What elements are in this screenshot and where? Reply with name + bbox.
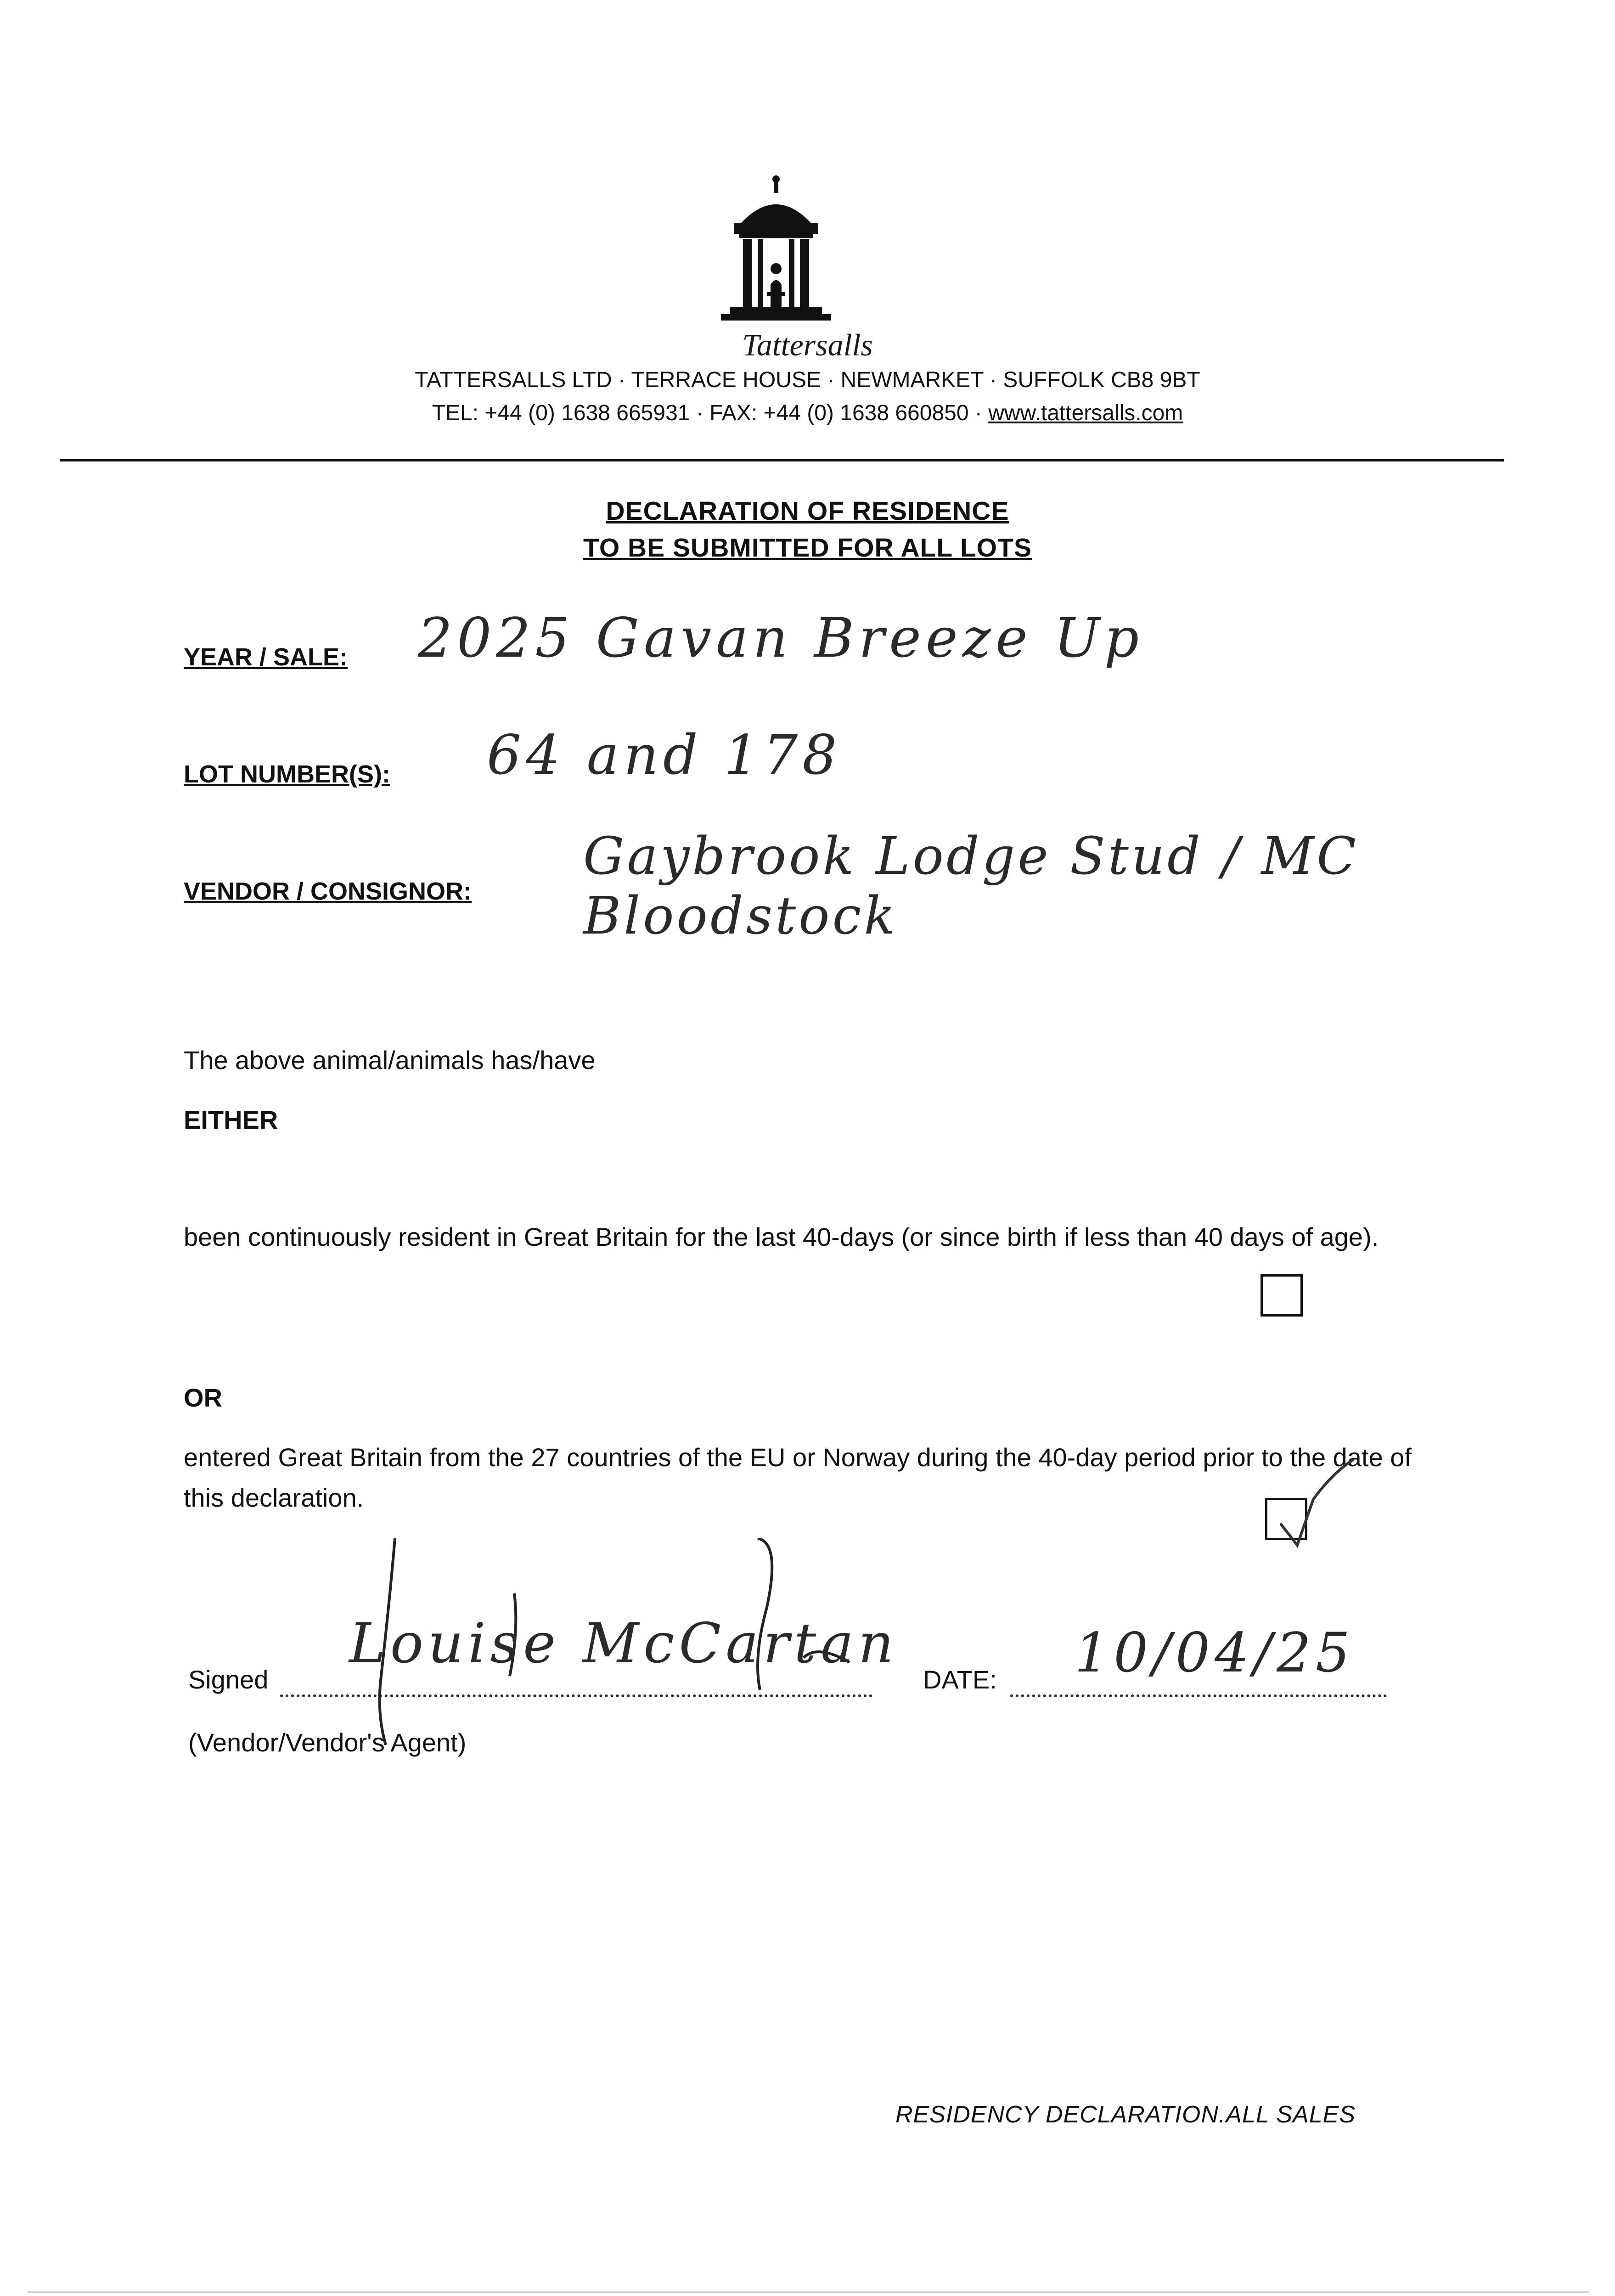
form-reference: RESIDENCY DECLARATION.ALL SALES — [895, 2101, 1356, 2128]
vendor-consignor-value: Gaybrook Lodge Stud / MC Bloodstock — [583, 827, 1359, 946]
company-address: TATTERSALLS LTD · TERRACE HOUSE · NEWMARKET · SUFFOLK CB8 9BT — [415, 368, 1200, 392]
date-value: 10/04/25 — [1075, 1621, 1355, 1684]
lot-numbers-value: 64 and 178 — [487, 723, 842, 787]
page-bottom-edge — [28, 2291, 1589, 2293]
company-contact — [0, 400, 1615, 426]
either-heading: EITHER — [184, 1105, 278, 1134]
header-divider — [60, 459, 1504, 461]
year-sale-label: YEAR / SALE: — [184, 643, 348, 671]
check-mark-icon — [1254, 1456, 1355, 1552]
contact-numbers: TEL: +44 (0) 1638 665931 · FAX: +44 (0) 1638 660850 · — [432, 401, 989, 425]
vendor-consignor-label: VENDOR / CONSIGNOR: — [184, 878, 472, 905]
lot-numbers-label: LOT NUMBER(S): — [184, 760, 390, 788]
option-entered-from-eu: entered Great Britain from the 27 countries of the EU or Norway during the 40-day period prior to the date of this declaration. — [184, 1443, 1412, 1512]
signature-text: Louise McCartan — [349, 1612, 899, 1676]
brand-name: Tattersalls — [742, 327, 873, 362]
year-sale-value: 2025 Gavan Breeze Up — [418, 606, 1144, 670]
form-subtitle: TO BE SUBMITTED FOR ALL LOTS — [583, 533, 1032, 563]
signed-label: Signed — [188, 1665, 269, 1694]
tattersalls-rotunda-logo — [721, 174, 831, 331]
date-line — [1010, 1694, 1387, 1697]
residence-checkbox[interactable] — [1260, 1274, 1303, 1317]
or-heading: OR — [184, 1383, 222, 1412]
website-link[interactable]: www.tattersalls.com — [988, 401, 1183, 425]
declaration-intro: The above animal/animals has/have — [184, 1046, 596, 1075]
form-title: DECLARATION OF RESIDENCE — [606, 496, 1009, 526]
date-label: DATE: — [923, 1665, 997, 1694]
option-continuous-residence: been continuously resident in Great Britain for the last 40-days (or since birth if less than 40 days of age). — [184, 1222, 1379, 1251]
signatory-caption: (Vendor/Vendor's Agent) — [188, 1728, 467, 1757]
